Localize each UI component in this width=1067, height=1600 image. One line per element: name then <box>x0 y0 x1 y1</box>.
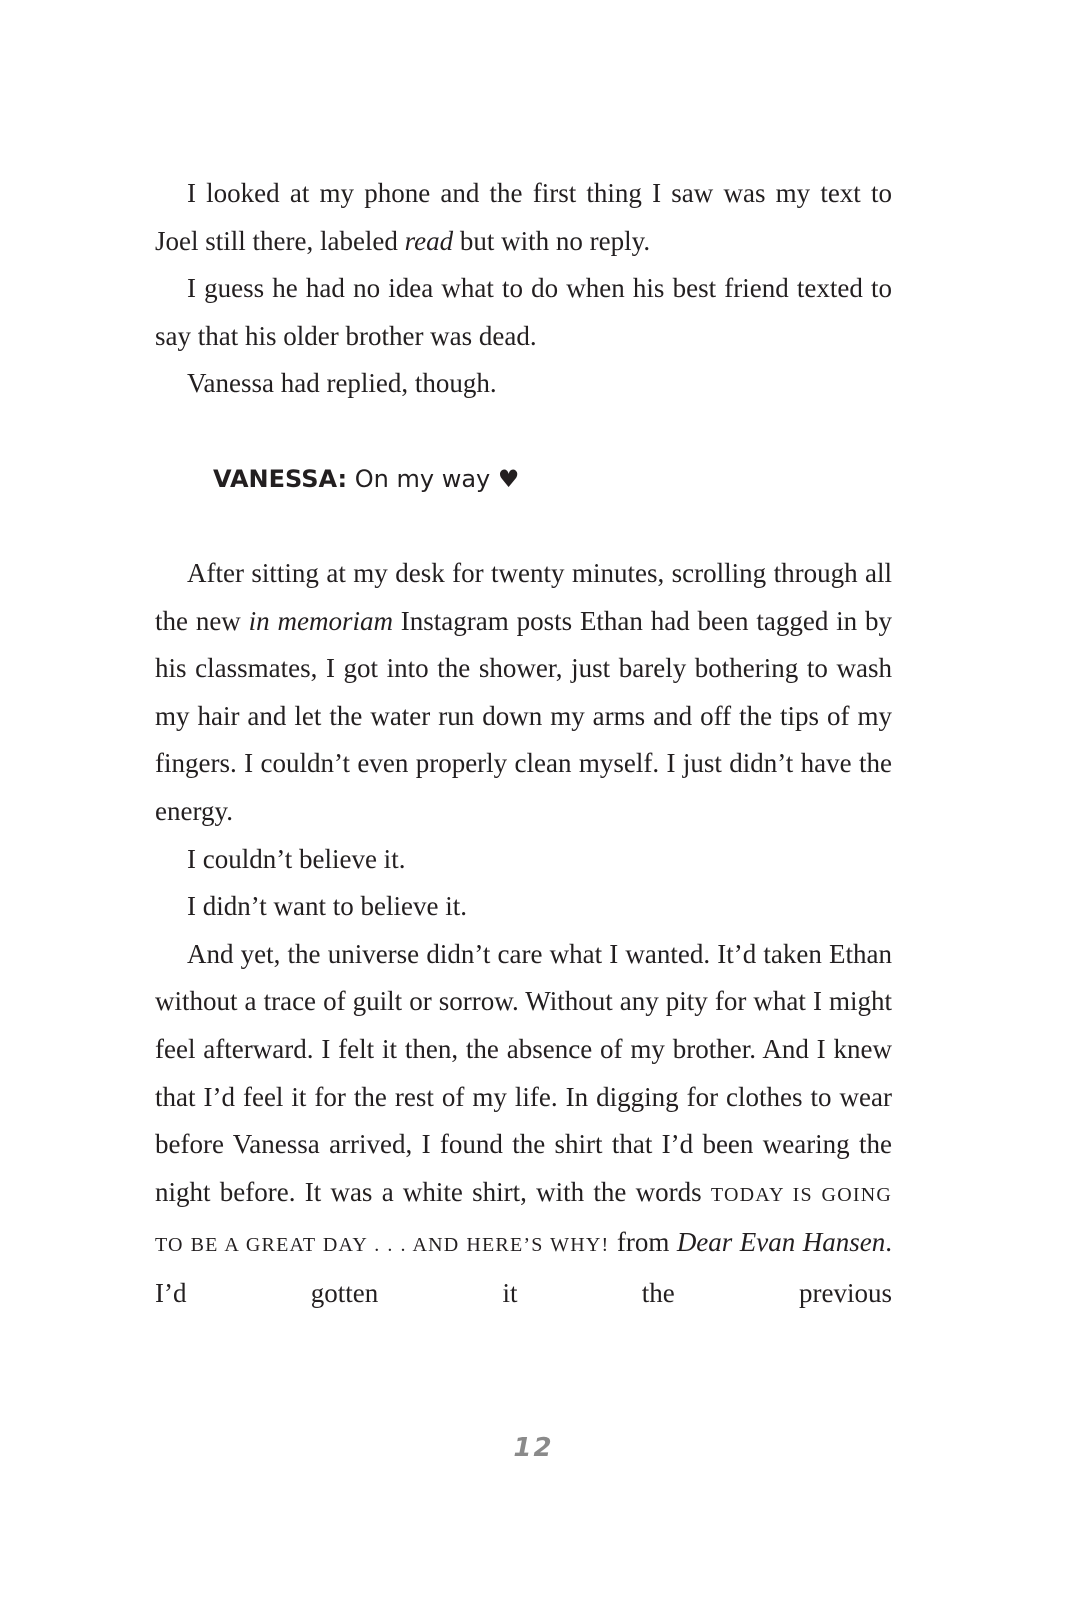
paragraph-text: Instagram posts Ethan had been tagged in by his classmates, I got into the shower, just barely bothering to wash my hair and let the water run down my arms and off the tips of my fingers. I couldn’t even properly clean myself. I just didn’t have the energy. <box>155 605 892 826</box>
paragraph-text: After sitting at my desk for twenty minutes, scrolling through all the new <box>155 558 892 636</box>
paragraph: I guess he had no idea what to do when his best friend texted to say that his older brother was dead. <box>155 273 892 351</box>
italic-text: read <box>404 225 454 256</box>
body-text-bottom <box>155 550 892 1318</box>
heart-icon: ♥ <box>497 465 520 493</box>
body-text-top <box>155 170 892 408</box>
page-number: 12 <box>513 1433 554 1463</box>
paragraph-text: I looked at my phone and the first thing I saw was my text to Joel still there, labeled <box>155 178 892 256</box>
paragraph <box>155 550 892 836</box>
message-sender: VANESSA: <box>213 465 348 493</box>
paragraph-text: but with no reply. <box>453 225 651 256</box>
message-text: On my way <box>354 465 491 493</box>
paragraph: Vanessa had replied, though. <box>187 368 497 399</box>
paragraph <box>155 931 892 1318</box>
paragraph-text: . I’d gotten it the previous <box>155 1227 892 1308</box>
small-caps-text: TODAY IS GOING TO BE A GREAT DAY . . . AND HERE’S WHY! <box>155 1183 892 1257</box>
italic-text: in memoriam <box>248 605 393 636</box>
text-message <box>213 459 519 499</box>
paragraph: I couldn’t believe it. <box>187 843 406 874</box>
paragraph-text: And yet, the universe didn’t care what I wanted. It’d taken Ethan without a trace of guilt or sorrow. Without any pity for what I might feel afterward. I felt it then, the absence of my brother. And I knew that I’d feel it for the rest of my life. In digging for clothes to wear before Vanessa arrived, I found the shirt that I’d been wearing the night before. It was a white shirt, with the words <box>155 938 892 1207</box>
paragraph-text: from <box>609 1227 677 1258</box>
paragraph <box>155 170 892 265</box>
italic-text: Dear Evan Hansen <box>676 1227 886 1258</box>
paragraph: I didn’t want to believe it. <box>187 891 467 922</box>
